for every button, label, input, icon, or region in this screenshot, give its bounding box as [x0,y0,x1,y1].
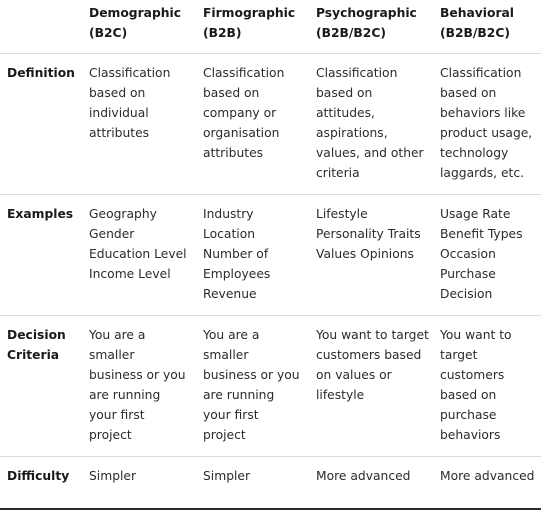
cell-demographic: Geography Gender Education Level Income Level [89,207,187,281]
cell-behavioral: You want to target customers based on purchase behaviors [440,328,512,442]
row-label: Difficulty [7,469,70,483]
cell-firmographic: You are a smaller business or you are running your first project [203,328,300,442]
row-divider [0,194,541,195]
header-psychographic: Psychographic (B2B/B2C) [316,6,417,40]
row-label: Decision Criteria [7,328,66,362]
header-row [0,3,541,51]
row-divider [0,456,541,457]
row-label: Examples [7,207,74,221]
cell-firmographic: Classification based on company or organisation attributes [203,66,285,160]
cell-behavioral: Usage Rate Benefit Types Occasion Purchase Decision [440,207,523,301]
row-divider [0,315,541,316]
cell-psychographic: More advanced [316,469,411,483]
cell-behavioral: Classification based on behaviors like product usage, technology laggards, etc. [440,66,533,180]
header-demographic: Demographic (B2C) [89,6,182,40]
cell-demographic: Simpler [89,469,137,483]
cell-psychographic: You want to target customers based on values or lifestyle [316,328,429,402]
cell-behavioral: More advanced [440,469,535,483]
row-divider [0,53,541,54]
header-behavioral: Behavioral (B2B/B2C) [440,6,515,40]
cell-firmographic: Simpler [203,469,251,483]
cell-firmographic: Industry Location Number of Employees Revenue [203,207,271,301]
row-label: Definition [7,66,75,80]
cell-demographic: You are a smaller business or you are running your first project [89,328,186,442]
cell-psychographic: Classification based on attitudes, aspirations, values, and other criteria [316,66,424,180]
cell-demographic: Classification based on individual attributes [89,66,171,140]
header-firmographic: Firmographic (B2B) [203,6,296,40]
cell-psychographic: Lifestyle Personality Traits Values Opinions [316,207,421,261]
